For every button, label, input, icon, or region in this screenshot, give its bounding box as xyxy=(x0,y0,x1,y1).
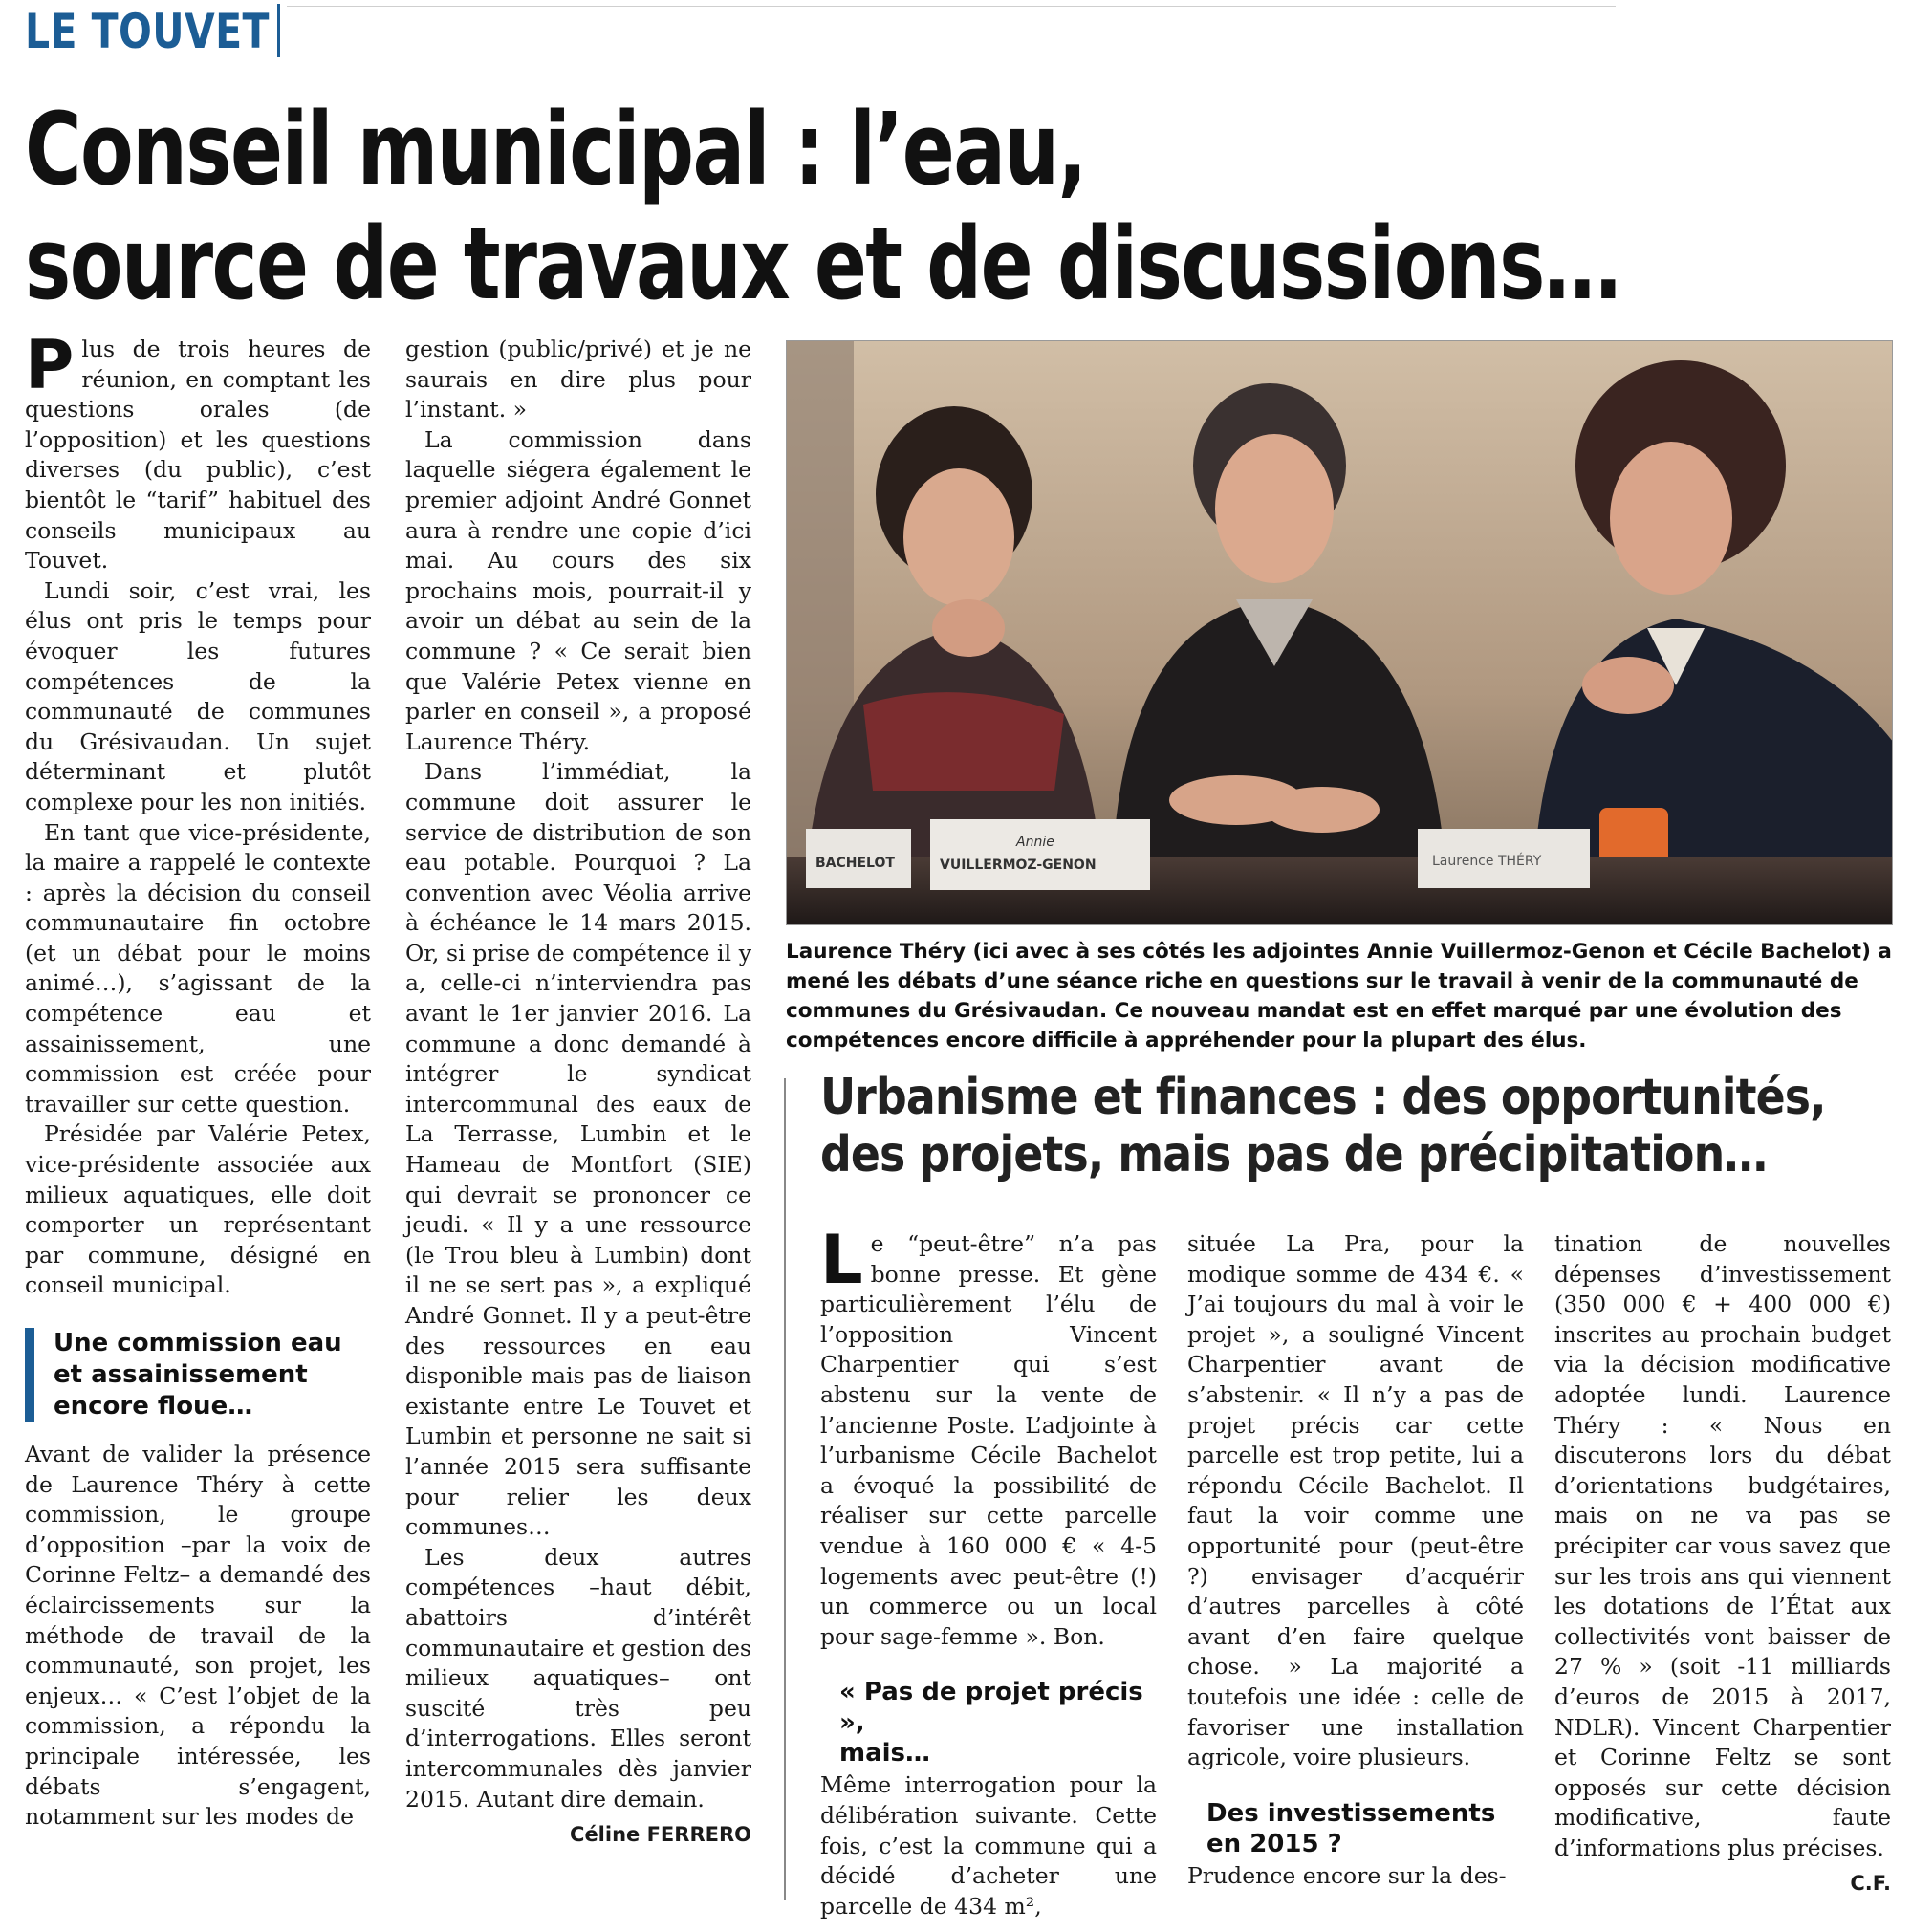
article-column-1 xyxy=(25,326,371,1833)
drop-cap: L xyxy=(820,1221,863,1299)
paragraph: La commission dans laquelle siégera également le premier adjoint André Gonnet aura à rendre une copie d’ici mai. Au cours des six prochains mois, pourrait-il y avoir un débat au sein de la commune ? « Ce serait bien que Valérie Petex vienne en parler en conseil », a proposé Laurence Théry. xyxy=(405,425,751,755)
paragraph xyxy=(820,1221,1157,1652)
article-photo xyxy=(786,340,1893,925)
headline-line-1: Conseil municipal : l’eau, xyxy=(25,91,1086,207)
article-column-2 xyxy=(405,335,751,1851)
box-headline xyxy=(820,1069,1826,1183)
box-subheading-2 xyxy=(1206,1798,1524,1859)
box-column-1 xyxy=(820,1221,1157,1921)
subheading-bar xyxy=(25,1328,34,1422)
paragraph: Même interrogation pour la délibération suivante. Cette fois, c’est la commune qui a décidé d’acheter une parcelle de 434 m², xyxy=(820,1771,1157,1920)
main-headline xyxy=(25,91,1620,322)
paragraph: Présidée par Valérie Petex, vice-présidente associée aux milieux aquatiques, elle doit comporter un représentant par commune, désigné en conseil municipal. xyxy=(25,1120,371,1299)
rubric-divider xyxy=(277,4,280,57)
paragraph-text: lus de trois heures de réunion, en comptant les questions orales (de l’opposition) et les questions diverses (du public), c’est bientôt le “tarif” habituel des conseils municipaux au Touvet. xyxy=(25,336,371,575)
box-subheading-1 xyxy=(839,1677,1157,1769)
box-left-rule xyxy=(784,1078,786,1900)
subheading-line: encore floue… xyxy=(54,1392,253,1421)
paragraph: Dans l’immédiat, la commune doit assurer le service de distribution de son eau potable. Pourquoi ? La convention avec Véolia arrive à échéance le 14 mars 2015. Or, si prise de compétence il y a, celle-ci n’interviendra pas avant le 1er janvier 2016. La commune a donc demandé à intégrer le syndicat intercommunal des eaux de La Terrasse, Lumbin et le Hameau de Montfort (SIE) qui devrait se prononcer ce jeudi. « Il y a une ressource (le Trou bleu à Lumbin) dont il ne se sert pas », a expliqué André Gonnet. Il y a peut-être des ressources en eau disponible mais pas de liaison existante entre Le Touvet et Lumbin et personne ne sait si l’année 2015 sera suffisante pour relier les deux communes… xyxy=(405,758,751,1541)
headline-line-2: source de travaux et de discussions… xyxy=(25,206,1620,322)
drop-cap: P xyxy=(25,326,75,404)
paragraph: située La Pra, pour la modique somme de 434 €. « J’ai toujours du mal à voir le projet », a souligné Vincent Charpentier avant de s’abstenir. « Il n’y a pas de projet précis car cette parcelle est trop petite, lui a répondu Cécile Bachelot. Il faut la voir comme une opportunité pour (peut-être ?) envisager d’acquérir d’autres parcelles à côté avant d’en faire quelque chose. » La majorité a toutefois une idée : celle de favoriser une installation agricole, voire plusieurs. xyxy=(1187,1230,1524,1771)
subheading-line: mais… xyxy=(839,1739,931,1769)
paragraph-text: e “peut-être” n’a pas bonne presse. Et gène particulièrement l’élu de l’opposition Vincent Charpentier qui s’est abstenu sur la vente de l’ancienne Poste. L’adjointe à l’urbanisme Cécile Bachelot a évoqué la possibilité de réaliser sur cette parcelle vendue à 160 000 € « 4-5 logements avec peut-être (!) un commerce ou un local pour sage-femme ». Bon. xyxy=(820,1230,1157,1650)
subheading-line: Des investissements xyxy=(1206,1798,1496,1828)
subheading-line: et assainissement xyxy=(54,1360,308,1389)
author-signature: C.F. xyxy=(1850,1872,1891,1896)
paragraph: tination de nouvelles dépenses d’investissement (350 000 € + 400 000 €) inscrites au prochain budget via la décision modificative adoptée lundi. Laurence Théry : « Nous en discuterons lors du débat d’orientations budgétaires, mais on ne va pas se précipiter car vous savez que sur les trois ans qui viennent les dotations de l’État aux collectivités vont baisser de 27 % » (soit -11 milliards d’euros de 2015 à 2017, NDLR). Vincent Charpentier et Corinne Feltz se sont opposés sur cette décision modificative, faute d’informations plus précises. xyxy=(1554,1230,1891,1861)
paragraph: Les deux autres compétences –haut débit, abattoirs d’intérêt communautaire et gestion des milieux aquatiques– ont suscité très peu d’interrogations. Elles seront intercommunales dès janvier 2015. Autant dire demain. xyxy=(405,1543,751,1813)
paragraph: Avant de valider la présence de Laurence Théry à cette commission, le groupe d’opposition –par la voix de Corinne Feltz– a demandé des éclaircissements sur la méthode de travail de la communauté, son projet, les enjeux… « C’est l’objet de la commission, a répondu la principale intéressée, les débats s’engagent, notamment sur les modes de xyxy=(25,1441,371,1831)
subheading-line: Une commission eau xyxy=(54,1329,342,1357)
subheading-line: en 2015 ? xyxy=(1206,1829,1342,1858)
paragraph: Prudence encore sur la des- xyxy=(1187,1861,1507,1889)
photo-caption: Laurence Théry (ici avec à ses côtés les adjointes Annie Vuillermoz-Genon et Cécile Bachelot) a mené les débats d’une séance riche en questions sur le travail à venir de la communauté de communes du Grésivaudan. Ce nouveau mandat est en effet marqué par une évolution des compétences encore difficile à appréhender pour la plupart des élus. xyxy=(786,940,1892,1053)
paragraph: En tant que vice-présidente, la maire a rappelé le contexte : après la décision du conseil communautaire fin octobre (et un débat pour le moins animé…), s’agissant de la compétence eau et assainissement, une commission est créée pour travailler sur cette question. xyxy=(25,818,371,1118)
box-column-3 xyxy=(1554,1229,1891,1899)
paragraph: gestion (public/privé) et je ne saurais en dire plus pour l’instant. » xyxy=(405,336,751,423)
top-rule xyxy=(287,6,1616,7)
author-signature: Céline FERRERO xyxy=(570,1823,751,1847)
subheading xyxy=(25,1324,371,1426)
box-column-2 xyxy=(1187,1229,1524,1891)
subheading-line: « Pas de projet précis », xyxy=(839,1678,1143,1738)
paragraph: Lundi soir, c’est vrai, les élus ont pris le temps pour évoquer les futures compétences de la communauté de communes du Grésivaudan. Un sujet déterminant et plutôt complexe pour les non initiés. xyxy=(25,576,371,815)
name-card-2-last: VUILLERMOZ-GENON xyxy=(940,857,1097,873)
name-card-3: Laurence THÉRY xyxy=(1432,854,1542,869)
paragraph xyxy=(25,326,371,576)
photo-illustration xyxy=(787,341,1893,925)
name-card-2-first: Annie xyxy=(1016,835,1054,850)
name-card-1: BACHELOT xyxy=(815,856,895,871)
box-headline-line-2: des projets, mais pas de précipitation… xyxy=(820,1126,1768,1183)
box-headline-line-1: Urbanisme et finances : des opportunités, xyxy=(820,1069,1826,1126)
rubric-label: LE TOUVET xyxy=(25,4,270,59)
